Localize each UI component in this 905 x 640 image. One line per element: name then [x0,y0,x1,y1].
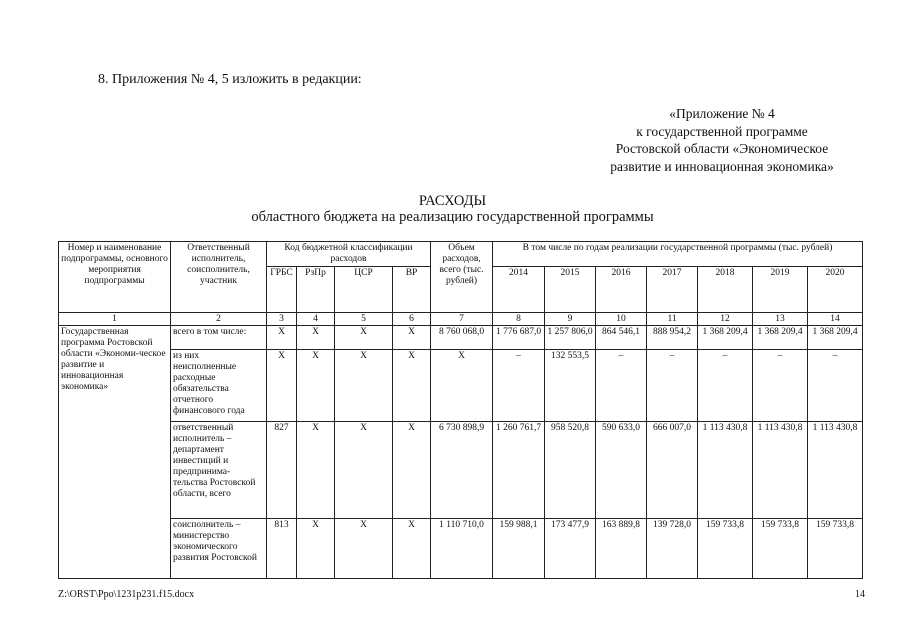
header-year-2019: 2019 [753,267,808,313]
header-year-2017: 2017 [647,267,698,313]
rzpr-cell: Х [297,519,335,579]
header-grbs: ГРБС [267,267,297,313]
year-value-cell: 1 368 209,4 [753,326,808,350]
year-value-cell: 1 113 430,8 [698,422,753,519]
vr-cell: Х [393,422,431,519]
header-year-2020: 2020 [808,267,863,313]
col-number: 1 [59,313,171,326]
appendix-line-4: развитие и инновационная экономика» [610,158,834,174]
grbs-cell: 813 [267,519,297,579]
footer-file-path: Z:\ORST\Ppo\1231p231.f15.docx [58,589,195,600]
expenses-table [58,241,863,579]
col-number: 5 [335,313,393,326]
total-cell: 8 760 068,0 [431,326,493,350]
year-value-cell: 1 113 430,8 [753,422,808,519]
year-value-cell: 590 633,0 [596,422,647,519]
year-value-cell: 1 260 761,7 [493,422,545,519]
col-number: 4 [297,313,335,326]
responsible-cell: из них неисполненные расходные обязательства отчетного финансового года [171,350,267,422]
col-number: 11 [647,313,698,326]
appendix-line-1: «Приложение № 4 [669,106,775,121]
year-value-cell: 864 546,1 [596,326,647,350]
col-number: 14 [808,313,863,326]
col-number: 6 [393,313,431,326]
col-number: 8 [493,313,545,326]
year-value-cell: 132 553,5 [545,350,596,422]
col-number: 12 [698,313,753,326]
year-value-cell: – [647,350,698,422]
rzpr-cell: Х [297,350,335,422]
table-row [59,422,863,519]
appendix-line-2: к государственной программе [636,123,808,139]
col-number: 7 [431,313,493,326]
header-year-2018: 2018 [698,267,753,313]
grbs-cell: 827 [267,422,297,519]
csr-cell: Х [335,350,393,422]
appendix-line-3: Ростовской области «Экономическое [615,141,829,156]
year-value-cell: 163 889,8 [596,519,647,579]
year-value-cell: 159 733,8 [753,519,808,579]
responsible-cell: соисполнитель – министерство экономического развития Ростовской [171,519,267,579]
year-value-cell: 159 733,8 [808,519,863,579]
year-value-cell: 888 954,2 [647,326,698,350]
responsible-cell: всего в том числе: [171,326,267,350]
year-value-cell: – [753,350,808,422]
year-value-cell: 139 728,0 [647,519,698,579]
total-cell: Х [431,350,493,422]
year-value-cell: 666 007,0 [647,422,698,519]
rzpr-cell: Х [297,422,335,519]
grbs-cell: Х [267,350,297,422]
year-value-cell: 958 520,8 [545,422,596,519]
header-volume: Объем расходов, всего (тыс. рублей) [431,242,493,313]
table-row [59,519,863,579]
year-value-cell: 1 257 806,0 [545,326,596,350]
header-rzpr: РзПр [297,267,335,313]
vr-cell: Х [393,326,431,350]
column-numbers-row [59,313,863,326]
document-subtitle: областного бюджета на реализацию государственной программы [251,209,654,225]
csr-cell: Х [335,422,393,519]
vr-cell: Х [393,519,431,579]
total-cell: 1 110 710,0 [431,519,493,579]
year-value-cell: 1 776 687,0 [493,326,545,350]
grbs-cell: Х [267,326,297,350]
year-value-cell: – [698,350,753,422]
csr-cell: Х [335,519,393,579]
document-title: РАСХОДЫ [418,193,487,209]
year-value-cell: – [596,350,647,422]
rzpr-cell: Х [297,326,335,350]
header-year-2014: 2014 [493,267,545,313]
year-value-cell: 159 988,1 [493,519,545,579]
col-number: 13 [753,313,808,326]
header-year-2015: 2015 [545,267,596,313]
header-csr: ЦСР [335,267,393,313]
col-number: 9 [545,313,596,326]
year-value-cell: 1 368 209,4 [698,326,753,350]
year-value-cell: 1 368 209,4 [808,326,863,350]
total-cell: 6 730 898,9 [431,422,493,519]
year-value-cell: – [808,350,863,422]
header-year-2016: 2016 [596,267,647,313]
vr-cell: Х [393,350,431,422]
header-code: Код бюджетной классификации расходов [267,242,431,267]
year-value-cell: – [493,350,545,422]
header-responsible: Ответственный исполнитель, соисполнитель, участник [171,242,267,313]
page-number: 14 [855,589,865,600]
col-number: 2 [171,313,267,326]
intro-paragraph: 8. Приложения № 4, 5 изложить в редакции: [98,72,362,87]
responsible-cell: ответственный исполнитель – департамент инвестиций и предпринима-тельства Ростовской области, всего [171,422,267,519]
col-number: 10 [596,313,647,326]
header-years-group: В том числе по годам реализации государственной программы (тыс. рублей) [493,242,863,267]
year-value-cell: 1 113 430,8 [808,422,863,519]
year-value-cell: 173 477,9 [545,519,596,579]
header-vr: ВР [393,267,431,313]
csr-cell: Х [335,326,393,350]
appendix-header [582,105,862,175]
table-row [59,350,863,422]
program-name-cell: Государственная программа Ростовской области «Экономи-ческое развитие и инновационная экономика» [59,326,171,579]
table-row [59,326,863,350]
col-number: 3 [267,313,297,326]
year-value-cell: 159 733,8 [698,519,753,579]
header-name: Номер и наименование подпрограммы, основного мероприятия подпрограммы [59,242,171,313]
header-row-1 [59,242,863,267]
